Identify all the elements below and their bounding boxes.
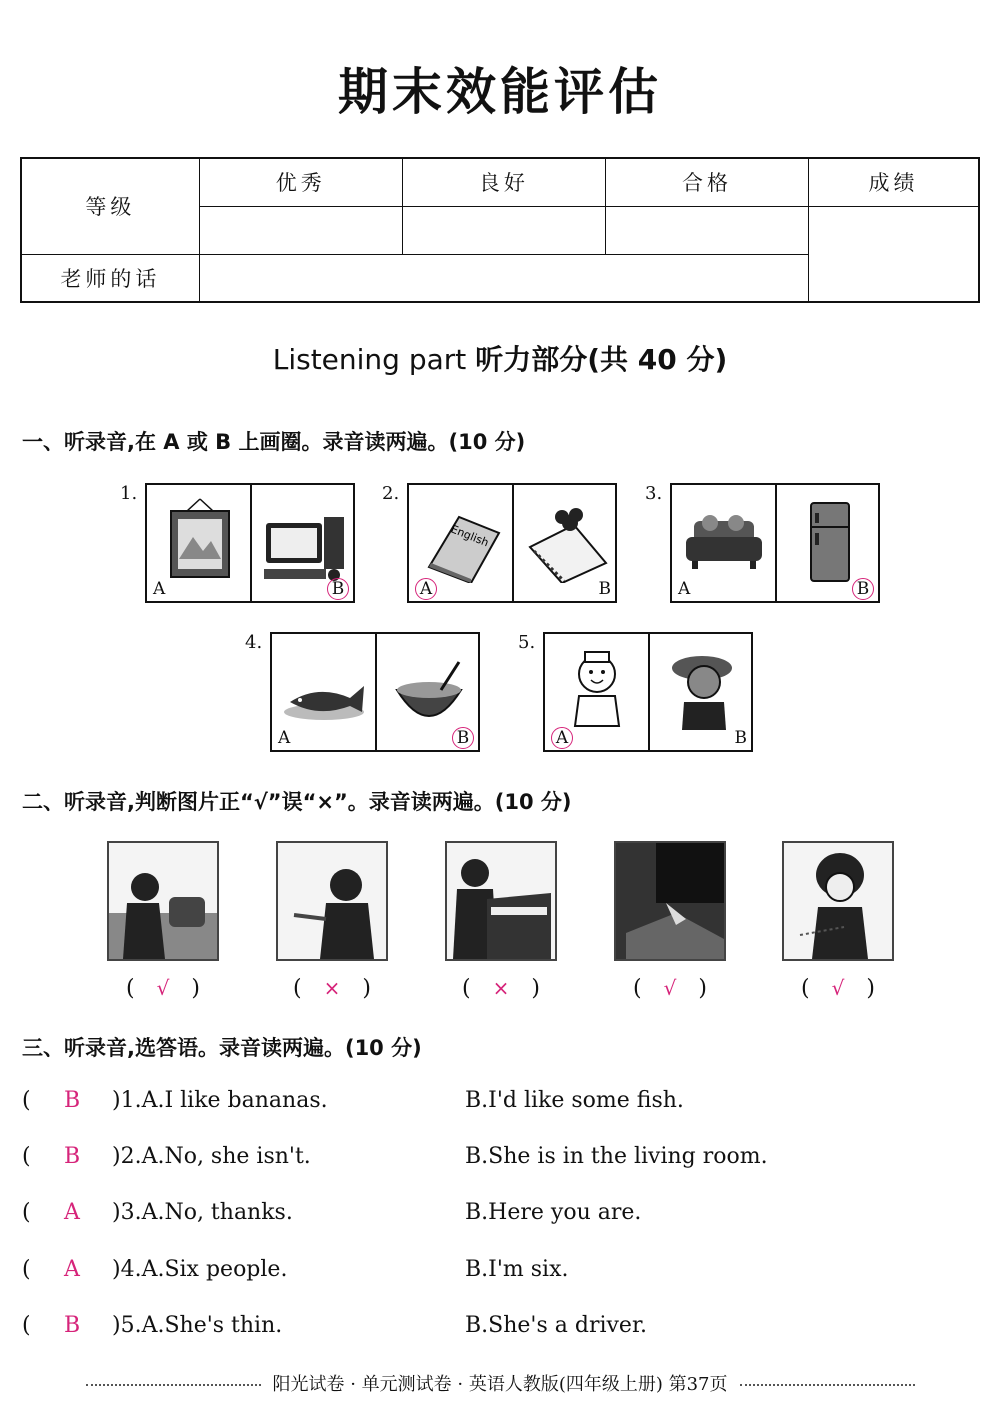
grade-excellent-label: 优秀 <box>199 158 402 206</box>
answer-mark: × <box>323 976 341 1000</box>
photo-4 <box>614 841 726 961</box>
option-a-text: )5.A.She's thin. <box>112 1313 283 1338</box>
s1-item-2 <box>382 483 622 603</box>
boy-with-string-image <box>784 843 892 959</box>
section1-title: 一、听录音,在 A 或 B 上画圈。录音读两遍。(10 分) <box>22 430 526 454</box>
answer-letter: A <box>64 1200 80 1225</box>
grade-good-cell <box>402 206 605 254</box>
answer-letter: A <box>64 1257 80 1282</box>
sofa-icon <box>682 497 766 583</box>
answer-mark: √ <box>663 976 677 1000</box>
boy-at-table-image <box>109 843 217 959</box>
s1-item-number: 2. <box>382 483 400 504</box>
grade-score-cell <box>809 206 979 302</box>
option-a-label: A <box>278 728 291 748</box>
option-a-label: A <box>678 579 691 599</box>
listening-heading <box>0 338 1000 378</box>
option-b-text: B.She's a driver. <box>465 1313 648 1338</box>
listening-heading-cn: 听力部分 <box>475 343 588 376</box>
s1-item-3 <box>645 483 885 603</box>
option-b[interactable] <box>775 485 880 601</box>
option-b-label-circled: B <box>327 578 349 600</box>
s1-item-number: 5. <box>518 632 536 653</box>
option-b-label: B <box>598 579 611 599</box>
doctor-icon <box>555 646 639 732</box>
photo-3 <box>445 841 557 961</box>
s1-item-number: 1. <box>120 483 138 504</box>
answer-parens-4: ( √ ) <box>633 976 707 1001</box>
grade-score-label: 成绩 <box>809 158 979 206</box>
page-title: 期末效能评估 <box>338 63 662 121</box>
fridge-icon <box>787 497 871 583</box>
option-b[interactable] <box>250 485 355 601</box>
footer-dots-right <box>740 1384 915 1386</box>
boy-at-piano-image <box>447 843 555 959</box>
grade-table <box>20 157 980 303</box>
answer-letter: B <box>64 1313 81 1338</box>
option-a-label-circled: A <box>415 578 437 600</box>
grade-good-label: 良好 <box>402 158 605 206</box>
option-b-text: B.I'd like some fish. <box>465 1088 684 1113</box>
option-a[interactable] <box>672 485 775 601</box>
s1-item-4 <box>245 632 485 752</box>
option-b-label-circled: B <box>852 578 874 600</box>
photo-5 <box>782 841 894 961</box>
grade-excellent-cell <box>199 206 402 254</box>
notebook-icon <box>524 497 608 583</box>
soup-bowl-icon <box>387 646 471 732</box>
option-a[interactable] <box>147 485 250 601</box>
answer-letter: B <box>64 1144 81 1169</box>
listening-heading-points: (共 40 分) <box>587 343 728 376</box>
page-footer <box>0 1370 1000 1396</box>
option-a-text: )3.A.No, thanks. <box>112 1200 293 1225</box>
option-b-label-circled: B <box>452 727 474 749</box>
computer-icon <box>262 497 346 583</box>
option-b-label: B <box>734 728 747 748</box>
option-a-text: )4.A.Six people. <box>112 1257 288 1282</box>
answer-parens-2: ( × ) <box>293 976 371 1001</box>
teacher-comment-cell <box>199 254 808 302</box>
option-b[interactable] <box>512 485 617 601</box>
footer-text: 阳光试卷 · 单元测试卷 · 英语人教版(四年级上册) 第37页 <box>272 1374 728 1395</box>
option-a-text: )2.A.No, she isn't. <box>112 1144 311 1169</box>
option-b-text: B.I'm six. <box>465 1257 569 1282</box>
hands-cleaning-image <box>616 843 724 959</box>
option-a[interactable] <box>545 634 648 750</box>
teacher-comment-label: 老师的话 <box>21 254 199 302</box>
option-a-label-circled: A <box>551 727 573 749</box>
svg-text:English: English <box>448 522 491 550</box>
framed-picture-icon <box>157 497 241 583</box>
s1-item-number: 3. <box>645 483 663 504</box>
english-book-icon <box>419 497 503 583</box>
fish-icon <box>282 646 366 732</box>
option-b-text: B.Here you are. <box>465 1200 642 1225</box>
answer-mark: √ <box>831 976 845 1000</box>
grade-pass-label: 合格 <box>605 158 808 206</box>
s1-item-1 <box>120 483 360 603</box>
s1-item-number: 4. <box>245 632 263 653</box>
section2-title: 二、听录音,判断图片正“√”误“×”。录音读两遍。(10 分) <box>22 790 572 814</box>
option-b-text: B.She is in the living room. <box>465 1144 768 1169</box>
option-a-text: )1.A.I like bananas. <box>112 1088 328 1113</box>
answer-parens-3: ( × ) <box>462 976 540 1001</box>
photo-2 <box>276 841 388 961</box>
farmer-icon <box>660 646 744 732</box>
photo-1 <box>107 841 219 961</box>
s1-item-5 <box>518 632 758 752</box>
answer-letter: B <box>64 1088 81 1113</box>
listening-heading-en: Listening part <box>272 343 467 376</box>
option-a-label: A <box>153 579 166 599</box>
answer-mark: √ <box>156 976 170 1000</box>
answer-parens-1: ( √ ) <box>126 976 200 1001</box>
girl-pointing-image <box>278 843 386 959</box>
footer-dots-left <box>86 1384 261 1386</box>
option-a[interactable] <box>409 485 512 601</box>
grade-pass-cell <box>605 206 808 254</box>
option-b[interactable] <box>375 634 480 750</box>
option-a[interactable] <box>272 634 375 750</box>
section3-title: 三、听录音,选答语。录音读两遍。(10 分) <box>22 1036 422 1060</box>
answer-parens-5: ( √ ) <box>801 976 875 1001</box>
option-b[interactable] <box>648 634 753 750</box>
answer-mark: × <box>492 976 510 1000</box>
grade-level-label: 等级 <box>21 158 199 254</box>
